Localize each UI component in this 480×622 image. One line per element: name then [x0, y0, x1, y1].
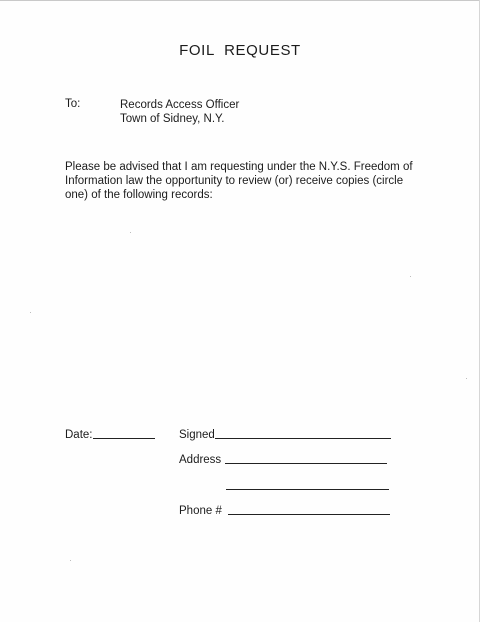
scan-speck — [70, 560, 71, 561]
to-label: To: — [65, 98, 81, 110]
recipient-line-2: Town of Sidney, N.Y. — [120, 113, 225, 125]
recipient-block — [120, 98, 239, 126]
phone-label: Phone # — [179, 505, 222, 517]
scan-speck — [30, 312, 31, 313]
date-blank-line[interactable] — [93, 437, 155, 439]
signed-field — [179, 429, 391, 441]
date-label: Date: — [65, 429, 93, 441]
signature-blank-line[interactable] — [215, 437, 391, 439]
address-blank-line-2[interactable] — [226, 488, 389, 490]
phone-field — [179, 505, 390, 517]
request-paragraph — [65, 161, 413, 202]
address-field — [179, 454, 387, 466]
address-label: Address — [179, 454, 222, 466]
paragraph-line-3: one) of the following records: — [65, 188, 213, 201]
scan-speck — [410, 276, 411, 277]
scan-speck — [130, 232, 131, 233]
recipient-line-1: Records Access Officer — [120, 99, 240, 111]
scan-speck — [466, 378, 467, 379]
page-top-edge — [0, 0, 480, 1]
paragraph-line-2: Information law the opportunity to review (or) receive copies (circle — [65, 174, 404, 187]
paragraph-line-1: Please be advised that I am requesting under the N.Y.S. Freedom of — [65, 161, 413, 173]
signed-label: Signed — [179, 429, 215, 441]
date-field — [65, 429, 155, 441]
address-blank-line-1[interactable] — [225, 462, 387, 464]
phone-blank-line[interactable] — [228, 513, 390, 515]
form-title: FOIL REQUEST — [179, 42, 301, 59]
